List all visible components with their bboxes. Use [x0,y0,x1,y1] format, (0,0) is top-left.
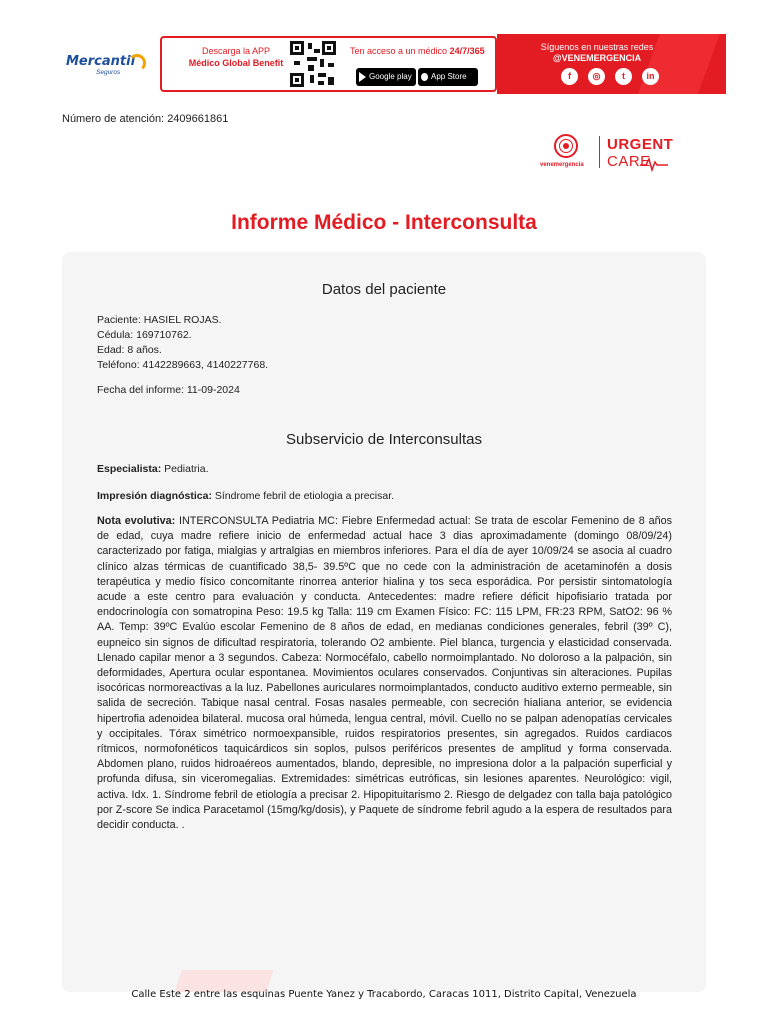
report-title: Informe Médico - Interconsulta [231,211,537,234]
linkedin-icon[interactable]: in [642,68,659,85]
access-hours: 24/7/365 [449,46,485,56]
google-play-label: Google play [369,72,412,81]
app-store-label: App Store [431,72,467,81]
specialist-field [97,463,208,475]
care-text: CARE [607,153,651,170]
patient-id: Cédula: 169710762. [97,329,192,341]
patient-info [97,313,268,373]
promo-app-name: Médico Global Benefit [188,58,284,68]
mercantil-logo-text: Mercantil [66,54,136,69]
instagram-icon[interactable]: ◎ [588,68,605,85]
google-play-icon [359,72,366,82]
mercantil-swoosh-icon [128,54,146,72]
attention-label: Número de atención: [62,113,165,125]
attention-value: 2409661861 [167,113,229,125]
report-date: Fecha del informe: 11-09-2024 [97,384,240,396]
footer-address: Calle Este 2 entre las esquinas Puente Yanez y Tracabordo, Caracas 1011, Distrito Capital, Venezuela [131,989,637,1000]
app-promo-banner[interactable] [160,36,497,92]
diagnosis-label: Impresión diagnóstica: [97,490,212,502]
interconsulta-heading: Subservicio de Interconsultas [286,431,482,448]
social-follow-text: Síguenos en nuestras redes [540,42,654,52]
urgent-text: URGENT [607,136,674,153]
google-play-button[interactable] [356,68,416,86]
urgent-care-logo [540,134,674,184]
patient-section-heading: Datos del paciente [321,281,447,298]
evolution-note [97,514,672,833]
social-banner [497,34,726,94]
social-handle: @VENEMERGENCIA [552,53,642,63]
access-prefix: Ten acceso a un médico [350,46,450,56]
patient-name: Paciente: HASIEL ROJAS. [97,314,222,326]
facebook-icon[interactable]: f [561,68,578,85]
mercantil-logo [62,52,140,80]
venemergencia-text: venemergencia [540,162,584,168]
access-text [350,46,485,56]
mercantil-logo-sub: Seguros [96,69,121,76]
app-store-button[interactable] [418,68,478,86]
promo-download-text: Descarga la APP [201,46,271,56]
heartbeat-icon [640,156,668,172]
attention-number [62,113,228,125]
specialist-value: Pediatria. [164,463,209,475]
diagnosis-field [97,490,394,502]
specialist-label: Especialista: [97,463,162,475]
evolution-note-text: INTERCONSULTA Pediatria MC: Fiebre Enfermedad actual: Se trata de escolar Femenino de 8 años de edad, cuya madre refiere inicio de enfermedad actual hace 3 dias aproximadamente (domingo 08/09/24) caracterizado por fatiga, mialgias y artralgias en miembros inferiores. Para el día de ayer 10/09/24 se asocia al cuadro clínico alzas térmicas de cuantificado 38,5- 39.5ºC que no cede con la administración de acetaminofén a dosis terapéutica y medio físico concomitante rinorrea anterior hialina y tos seca esporádica. Por persistir sintomatología acude a este centro para evaluación y conducta. Antecedentes: madre refiere déficit hipofisiario tratada por endocrinología con somatropina Peso: 19.5 kg Talla: 119 cm Examen Físico: FC: 115 LPM, FR:23 RPM, SatO2: 96 % AA. Temp: 39ºC Evalúo escolar Femenino de 8 años de edad, en medianas condiciones generales, febril (39º C), eupneico sin signos de dificultad respiratoria, tolerando O2 ambiente. Piel blanca, turgencia y elasticidad conservada. Llenado capilar menor a 3 segundos. Cabeza: Normocéfalo, cabello normoimplantado. No doloroso a la palpación, sin deformidades, Apertura ocular espontanea. Movimientos oculares conservados. Conjuntivas sin alteraciones. Pupilas isocóricas normoreactivas a la luz. Pabellones auriculares normoimplantados, conducto auditivo externo permeable, sin salida de secreción. Tabique nasal central. Fosas nasales permeable, con secreción hialiana anterior, se evidencia hipertrofia adenoidea bilateral. mucosa oral húmeda, lengua central, móvil. Cuello no se palpan adenopatías cervicales y occipitales. Tórax simétrico normoexpansible, ruidos respiratorios presentes, sin agregados. Ruidos cardiacos rítmicos, normofonéticos taquicárdicos sin soplos, pulsos periféricos presentes de amplitud y forma conservada. Abdomen plano, ruidos hidroaéreos aumentados, blando, depresible, no impresiona dolor a la palpación superficial y profunda difusa, sin viceromegalias. Extremidades: simétricas eutróficas, sin lesiones aparentes. Neurológico: vigil, activa. Idx. 1. Síndrome febril de etiología a precisar 2. Hipopituitarismo 2. Riesgo de delgadez con talla baja patológico por Z-score Se indica Paracetamol (15mg/kg/dosis), y Paquete de síndrome febril agudo a la espera de resultados para decidir conducta. . [97,515,672,832]
qr-code-icon [290,41,336,87]
evolution-note-label: Nota evolutiva: [97,515,176,527]
twitter-icon[interactable]: t [615,68,632,85]
diagnosis-value: Síndrome febril de etiologia a precisar. [214,490,395,502]
apple-icon [421,73,428,81]
patient-age: Edad: 8 años. [97,344,162,356]
patient-phone: Teléfono: 4142289663, 4140227768. [97,359,269,371]
